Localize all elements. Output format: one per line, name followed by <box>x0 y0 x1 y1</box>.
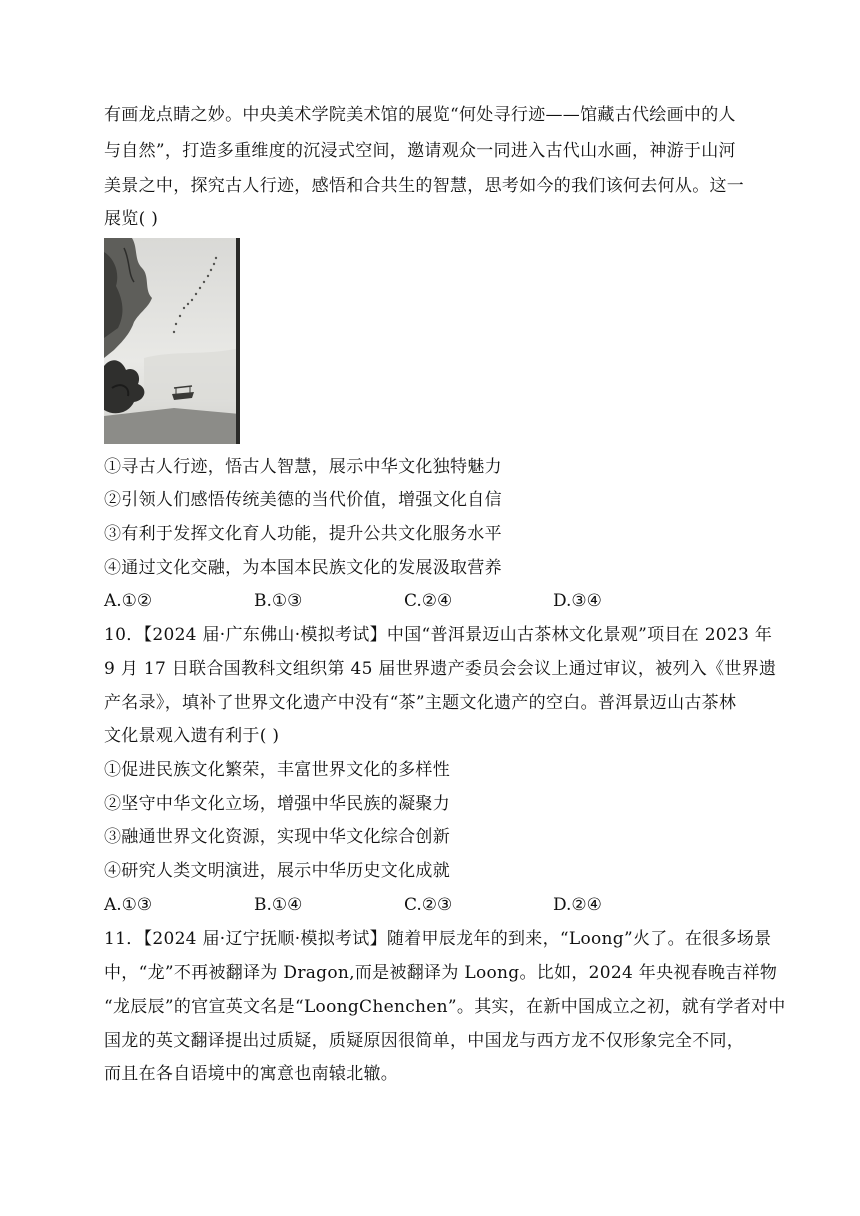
q10-statement-4: ④研究人类文明演进，展示中华历史文化成就 <box>104 861 450 881</box>
landscape-painting-image <box>104 238 240 444</box>
q10-text-line-3: 产名录》，填补了世界文化遗产中没有“茶”主题文化遗产的空白。普洱景迈山古茶林 <box>104 693 737 713</box>
q10-text-line-2: 9 月 17 日联合国教科文组织第 45 届世界遗产委员会会议上通过审议，被列入《世界遗 <box>104 659 777 679</box>
q9-text-line-4: 展览( ) <box>104 209 159 229</box>
q9-statement-3: ③有利于发挥文化育人功能，提升公共文化服务水平 <box>104 524 502 544</box>
q10-options <box>104 894 764 916</box>
q11-text-line-3: “龙辰辰”的官宣英文名是“LoongChenchen”。其实，在新中国成立之初，就有学者对中 <box>104 997 786 1017</box>
q10-option-c[interactable]: C.②③ <box>404 895 453 915</box>
q9-statement-4: ④通过文化交融，为本国本民族文化的发展汲取营养 <box>104 558 502 578</box>
q11-text-line-1: 11．【2024 届·辽宁抚顺·模拟考试】随着甲辰龙年的到来，“Loong”火了。在很多场景 <box>104 929 772 949</box>
q11-text-line-5: 而且在各自语境中的寓意也南辕北辙。 <box>104 1064 399 1084</box>
q9-option-d[interactable]: D.③④ <box>553 591 602 611</box>
landscape-painting-icon <box>104 238 240 444</box>
q10-statement-2: ②坚守中华文化立场，增强中华民族的凝聚力 <box>104 794 450 814</box>
q10-statement-1: ①促进民族文化繁荣，丰富世界文化的多样性 <box>104 760 450 780</box>
q9-text-line-1: 有画龙点睛之妙。中央美术学院美术馆的展览“何处寻行迹——馆藏古代绘画中的人 <box>104 105 736 125</box>
q10-option-a[interactable]: A.①③ <box>104 895 153 915</box>
q9-option-a[interactable]: A.①② <box>104 591 153 611</box>
q10-text-line-4: 文化景观入遗有利于( ) <box>104 726 280 746</box>
q9-option-b[interactable]: B.①③ <box>254 591 303 611</box>
q10-option-d[interactable]: D.②④ <box>553 895 602 915</box>
q9-options <box>104 590 764 612</box>
q11-text-line-4: 国龙的英文翻译提出过质疑，质疑原因很简单，中国龙与西方龙不仅形象完全不同， <box>104 1031 745 1051</box>
q9-statement-2: ②引领人们感悟传统美德的当代价值，增强文化自信 <box>104 490 502 510</box>
q10-statement-3: ③融通世界文化资源，实现中华文化综合创新 <box>104 827 450 847</box>
q9-text-line-2: 与自然”，打造多重维度的沉浸式空间，邀请观众一同进入古代山水画，神游于山河 <box>104 141 736 161</box>
q9-statement-1: ①寻古人行迹，悟古人智慧，展示中华文化独特魅力 <box>104 457 502 477</box>
q10-option-b[interactable]: B.①④ <box>254 895 303 915</box>
q9-text-line-3: 美景之中，探究古人行迹，感悟和合共生的智慧，思考如今的我们该何去何从。这一 <box>104 176 745 196</box>
q10-text-line-1: 10．【2024 届·广东佛山·模拟考试】中国“普洱景迈山古茶林文化景观”项目在 2023 年 <box>104 625 773 645</box>
q11-text-line-2: 中，“龙”不再被翻译为 Dragon,而是被翻译为 Loong。比如，2024 年央视春晚吉祥物 <box>104 963 778 983</box>
q9-option-c[interactable]: C.②④ <box>404 591 453 611</box>
